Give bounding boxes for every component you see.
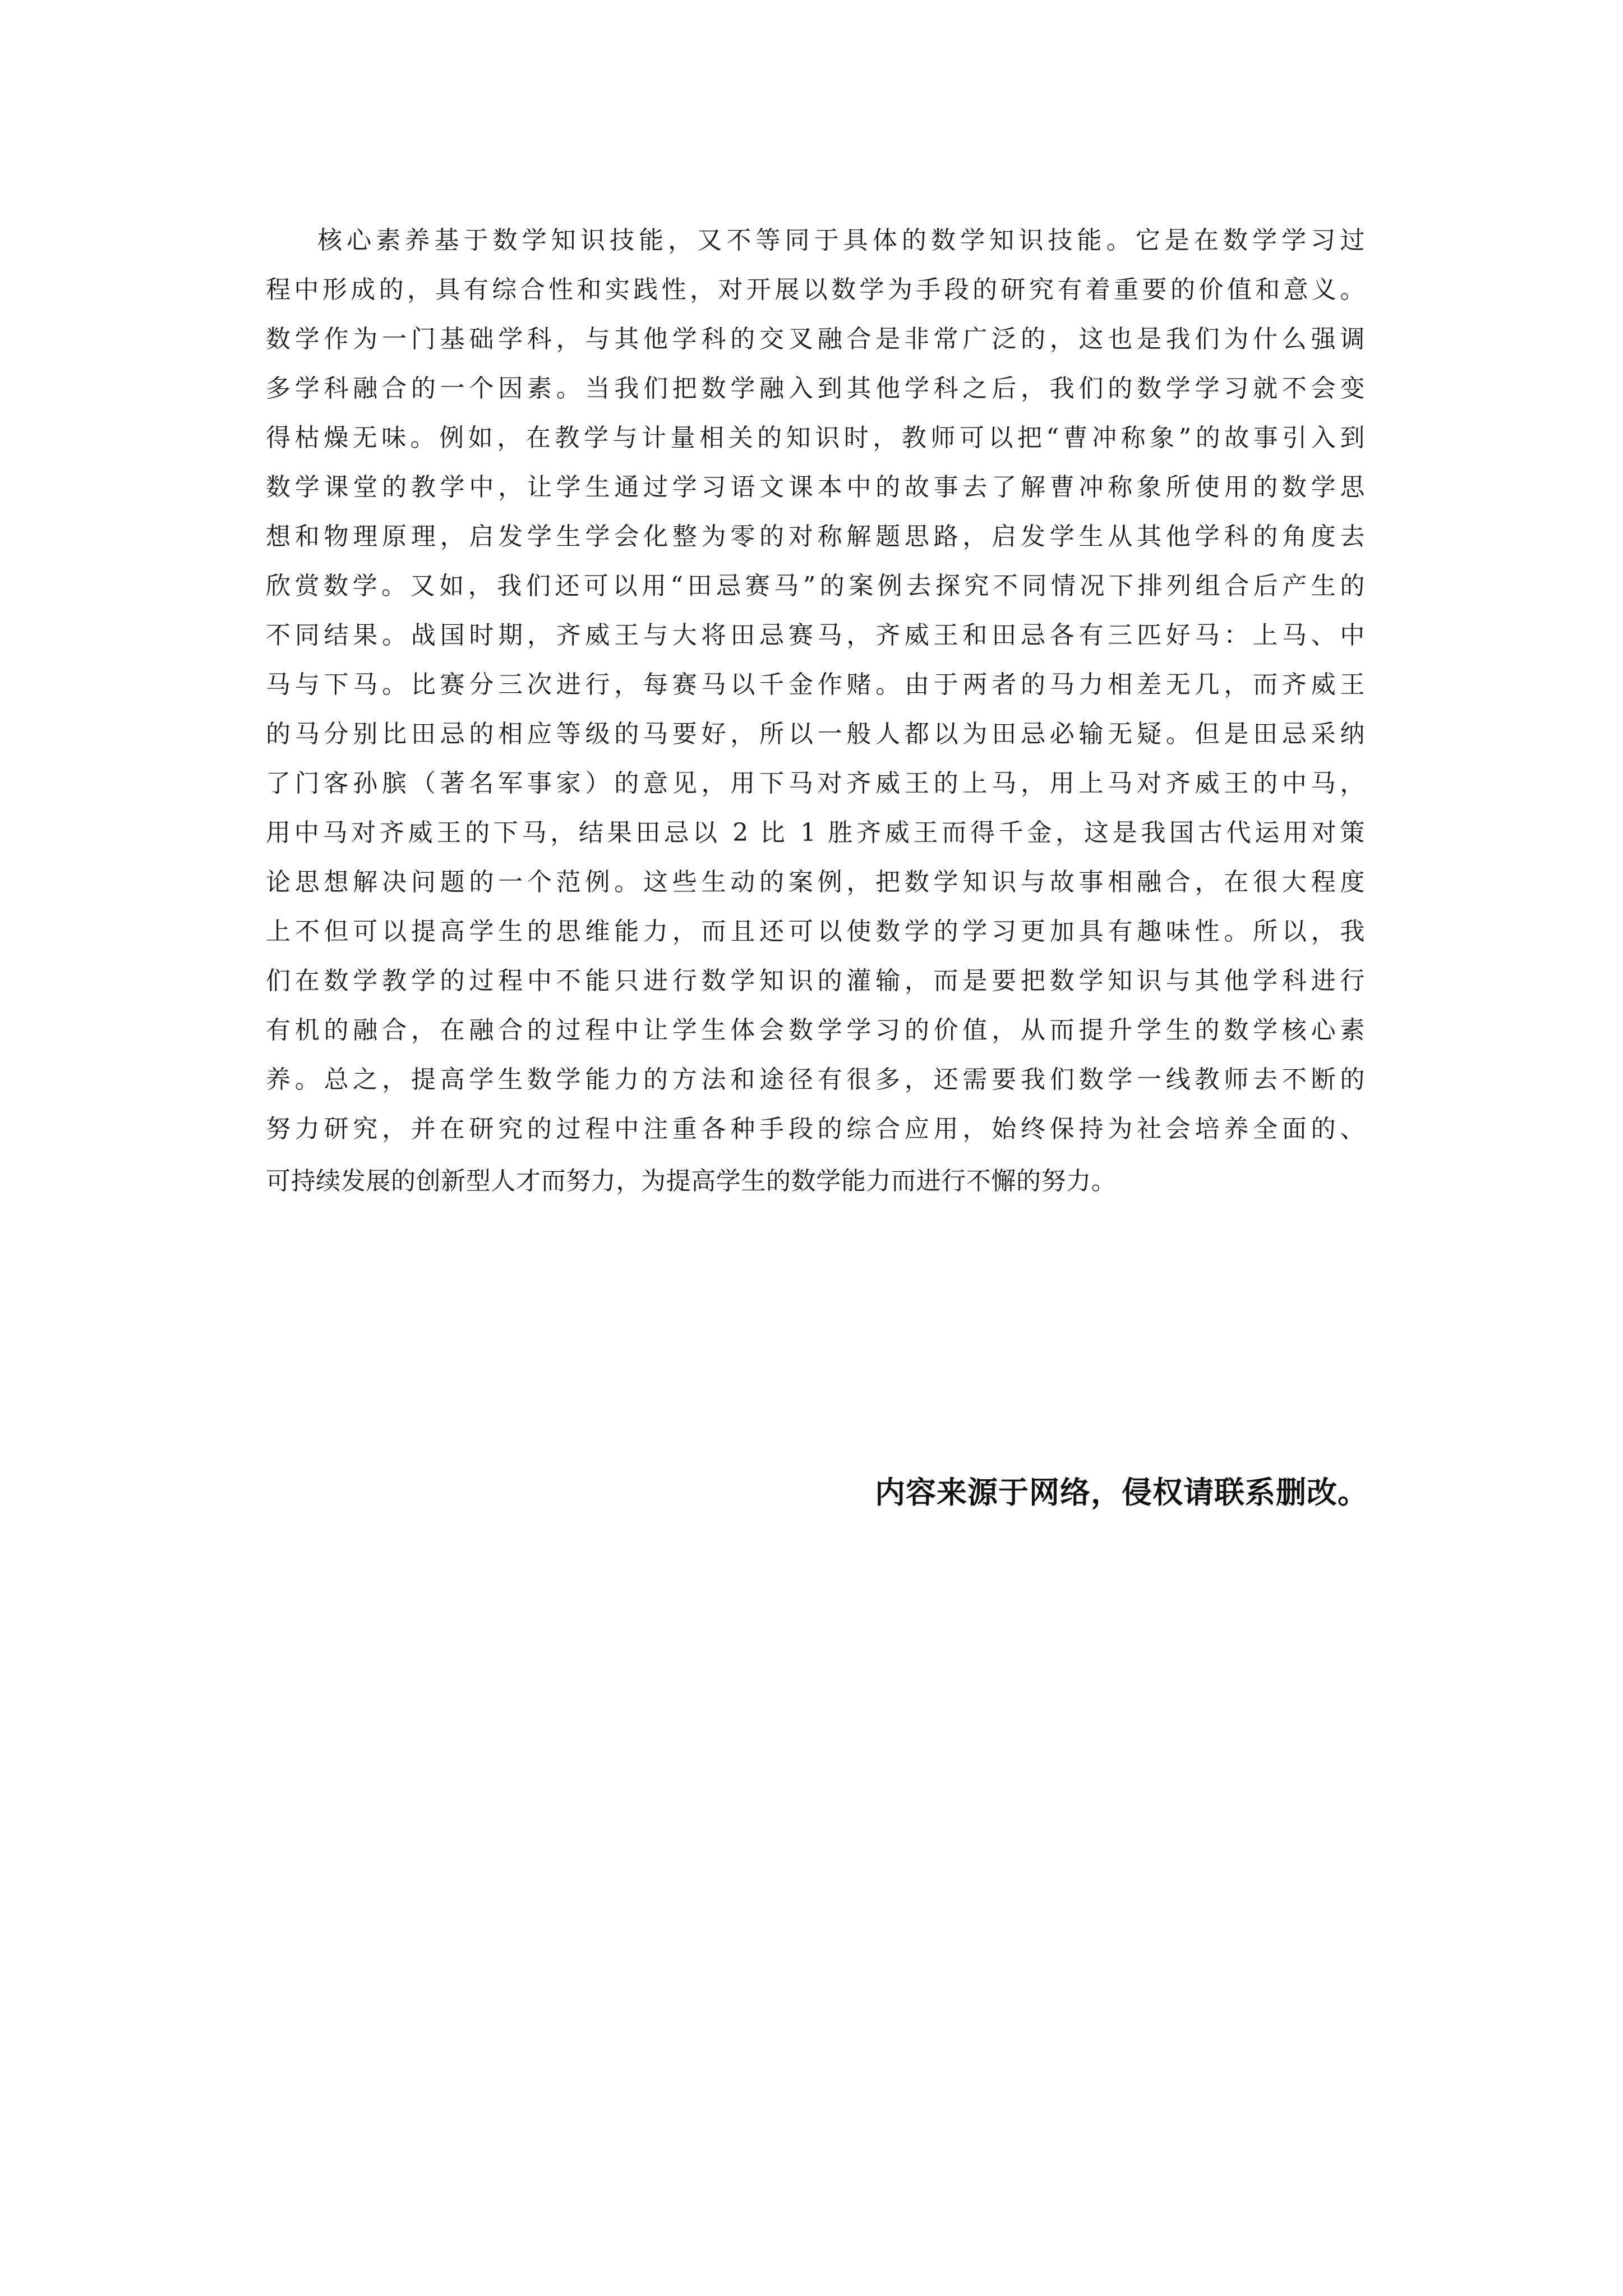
text-line: 有机的融合，在融合的过程中让学生体会数学学习的价值，从而提升学生的数学核心素: [266, 1016, 1365, 1045]
text-line: 养。总之，提高学生数学能力的方法和途径有很多，还需要我们数学一线教师去不断的: [266, 1065, 1365, 1094]
text-line: 想和物理原理，启发学生学会化整为零的对称解题思路，启发学生从其他学科的角度去: [266, 522, 1365, 551]
body-paragraph: [266, 216, 1365, 1203]
text-line: 们在数学教学的过程中不能只进行数学知识的灌输，而是要把数学知识与其他学科进行: [266, 967, 1365, 995]
text-line: 程中形成的，具有综合性和实践性，对开展以数学为手段的研究有着重要的价值和意义。: [266, 275, 1365, 304]
text-line: 上不但可以提高学生的思维能力，而且还可以使数学的学习更加具有趣味性。所以，我: [266, 917, 1365, 946]
source-disclaimer: 内容来源于网络，侵权请联系删改。: [875, 1475, 1368, 1510]
text-line: 欣赏数学。又如，我们还可以用“田忌赛马”的案例去探究不同情况下排列组合后产生的: [266, 572, 1365, 600]
text-line: 马与下马。比赛分三次进行，每赛马以千金作赌。由于两者的马力相差无几，而齐威王: [266, 670, 1365, 699]
text-line-last: 可持续发展的创新型人才而努力，为提高学生的数学能力而进行不懈的努力。: [266, 1167, 1117, 1195]
text-line: 数学作为一门基础学科，与其他学科的交叉融合是非常广泛的，这也是我们为什么强调: [266, 325, 1365, 353]
text-line: 用中马对齐威王的下马，结果田忌以 2 比 1 胜齐威王而得千金，这是我国古代运用对策: [266, 818, 1365, 847]
text-line: 的马分别比田忌的相应等级的马要好，所以一般人都以为田忌必输无疑。但是田忌采纳: [266, 720, 1365, 748]
text-line: 核心素养基于数学知识技能，又不等同于具体的数学知识技能。它是在数学学习过: [317, 226, 1365, 255]
text-line: 数学课堂的教学中，让学生通过学习语文课本中的故事去了解曹冲称象所使用的数学思: [266, 473, 1365, 501]
text-line: 不同结果。战国时期，齐威王与大将田忌赛马，齐威王和田忌各有三匹好马：上马、中: [266, 621, 1365, 650]
text-line: 多学科融合的一个因素。当我们把数学融入到其他学科之后，我们的数学学习就不会变: [266, 374, 1365, 403]
text-line: 了门客孙膑（著名军事家）的意见，用下马对齐威王的上马，用上马对齐威王的中马，: [266, 769, 1365, 798]
text-line: 努力研究，并在研究的过程中注重各种手段的综合应用，始终保持为社会培养全面的、: [266, 1115, 1365, 1143]
text-line: 论思想解决问题的一个范例。这些生动的案例，把数学知识与故事相融合，在很大程度: [266, 868, 1365, 896]
text-line: 得枯燥无味。例如，在教学与计量相关的知识时，教师可以把“曹冲称象”的故事引入到: [266, 424, 1365, 452]
